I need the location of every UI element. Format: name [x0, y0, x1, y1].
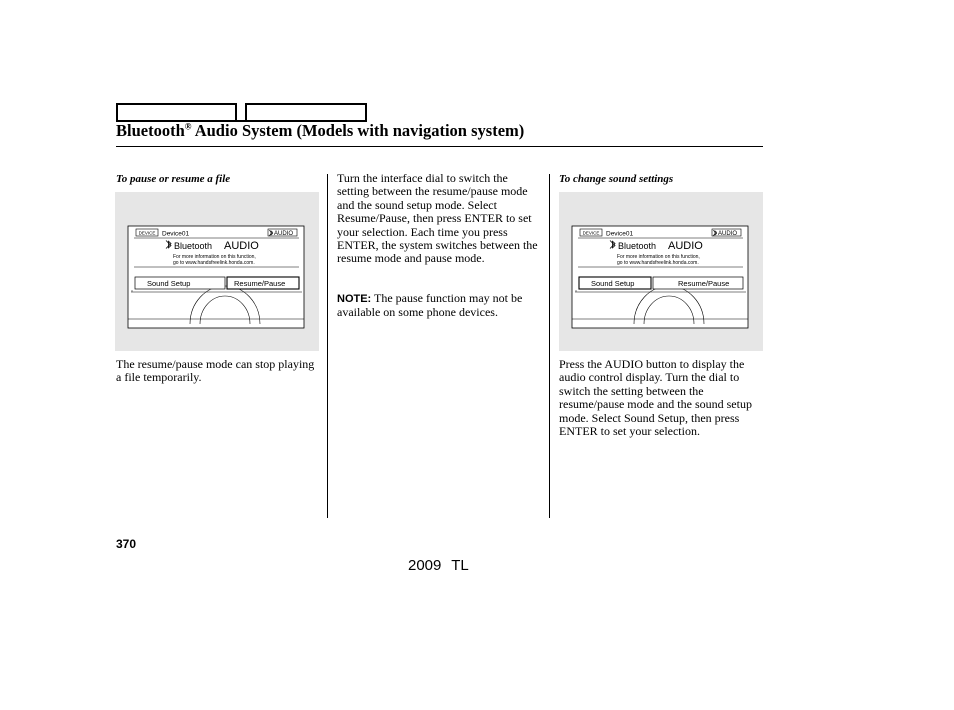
screen-device-name: Device01 [162, 230, 190, 238]
screen-audio-tag: AUDIO [274, 231, 294, 237]
note-text: The pause function may not be available on some phone devices. [337, 291, 523, 320]
right-screen-illustration [559, 192, 763, 351]
screen-info-line-1: For more information on this function, [617, 254, 700, 260]
header-tab-1 [116, 103, 237, 121]
model-year: 2009 TL [408, 557, 469, 574]
page-title [116, 121, 524, 141]
screen-sound-setup: Sound Setup [591, 279, 635, 288]
screen-resume-pause: Resume/Pause [678, 279, 730, 288]
left-figure [115, 192, 319, 351]
screen-device-tag: DEVICE [582, 230, 600, 236]
right-figure [559, 192, 763, 351]
screen-info-line-2: go to www.handsfreelink.honda.com. [173, 260, 255, 266]
screen-bluetooth-label: Bluetooth [618, 241, 657, 251]
left-subheading: To pause or resume a file [116, 173, 231, 185]
column-divider-2 [549, 174, 550, 518]
header-tab-2 [245, 103, 367, 121]
screen-sound-setup: Sound Setup [147, 279, 191, 288]
page-number: 370 [116, 537, 137, 551]
right-caption: Press the AUDIO button to display the audio control display. Turn the dial to switch the setting between the resume/pause mode and the sound setup mode. Select Sound Setup, then press ENTER to set your selection. [559, 357, 752, 439]
screen-audio-tag: AUDIO [718, 231, 738, 237]
screen-audio-label: AUDIO [668, 240, 703, 252]
middle-note [337, 292, 542, 320]
left-caption: The resume/pause mode can stop playing a file temporarily. [116, 357, 315, 385]
right-subheading: To change sound settings [559, 173, 674, 185]
screen-resume-pause: Resume/Pause [234, 279, 286, 288]
screen-audio-label: AUDIO [224, 240, 259, 252]
screen-bluetooth-label: Bluetooth [174, 241, 213, 251]
note-label: NOTE: [337, 293, 372, 305]
screen-info-line-2: go to www.handsfreelink.honda.com. [617, 260, 699, 266]
screen-device-tag: DEVICE [138, 230, 156, 236]
screen-device-name: Device01 [606, 230, 634, 238]
title-main: Bluetooth [116, 121, 185, 140]
column-divider-1 [327, 174, 328, 518]
middle-paragraph: Turn the interface dial to switch the setting between the resume/pause mode and the sound setup mode. Select Resume/Pause, then press ENTER to set your selection. Each time you press ENTER, the system switches between the resume mode and pause mode. [337, 171, 538, 266]
title-rest: Audio System (Models with navigation system) [191, 121, 525, 140]
left-screen-illustration [115, 192, 319, 351]
header-rule [116, 146, 763, 147]
registered-mark: ® [184, 121, 192, 132]
screen-info-line-1: For more information on this function, [173, 254, 256, 260]
